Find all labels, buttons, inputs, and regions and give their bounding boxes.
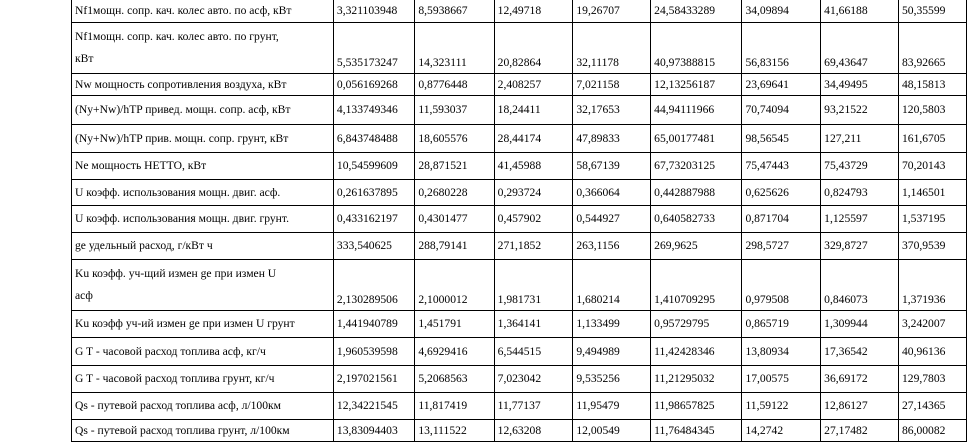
row-label [72, 125, 334, 153]
table-cell: 1,451791 [415, 311, 494, 338]
table-cell: 28,44174 [494, 125, 573, 153]
table-row [72, 420, 967, 442]
table-cell: 2,408257 [494, 74, 573, 96]
table-cell: 1,364141 [494, 311, 573, 338]
row-label-line: Ne мощность НЕТТО, кВт [75, 159, 207, 172]
table-row [72, 206, 967, 233]
row-label [72, 206, 334, 233]
row-label [72, 153, 334, 180]
table-row [72, 74, 967, 96]
table-row [72, 180, 967, 206]
table-row [72, 125, 967, 153]
table-cell: 11,95479 [573, 393, 651, 420]
table-cell: 7,021158 [573, 74, 651, 96]
table-cell: 6,544515 [494, 338, 573, 366]
table-cell: 6,843748488 [333, 125, 414, 153]
row-label-line: Ku коэфф уч-ий измен ge при измен U грунт [75, 317, 295, 330]
row-label-line: асф [75, 289, 93, 302]
row-label-line: G T - часовой расход топлива грунт, кг/ч [75, 372, 275, 385]
table-cell: 34,09894 [742, 0, 821, 23]
table-cell: 9,494989 [573, 338, 651, 366]
table-cell: 0,979508 [742, 260, 821, 311]
table-cell: 28,871521 [415, 153, 494, 180]
table-row [72, 233, 967, 260]
table-cell: 0,056169268 [333, 74, 414, 96]
table-cell: 11,42428346 [651, 338, 742, 366]
table-cell: 1,441940789 [333, 311, 414, 338]
table-cell: 0,544927 [573, 206, 651, 233]
table-cell: 83,92665 [898, 23, 966, 74]
table-body [72, 0, 967, 442]
table-cell: 2,197021561 [333, 366, 414, 393]
table-cell: 0,4301477 [415, 206, 494, 233]
table-cell: 1,125597 [821, 206, 899, 233]
row-label-line: Qs - путевой расход топлива грунт, л/100км [75, 423, 290, 437]
table-cell: 13,111522 [415, 420, 494, 442]
row-label-line: (Ny+Nw)/hTP привед. мощн. сопр. асф, кВт [75, 103, 291, 116]
table-row [72, 153, 967, 180]
row-label-line: Nw мощность сопротивления воздуха, кВт [75, 77, 287, 91]
table-cell: 11,59122 [742, 393, 821, 420]
table-row [72, 366, 967, 393]
table-cell: 0,2680228 [415, 180, 494, 206]
table-cell: 288,79141 [415, 233, 494, 260]
table-row [72, 0, 967, 23]
row-label [72, 23, 334, 74]
table-cell: 0,366064 [573, 180, 651, 206]
row-label-line: U коэфф. использования мощн. двиг. грунт. [75, 212, 289, 225]
table-cell: 18,605576 [415, 125, 494, 153]
row-label [72, 233, 334, 260]
row-label-line: G T - часовой расход топлива асф, кг/ч [75, 344, 266, 358]
table-cell: 40,96136 [898, 338, 966, 366]
table-cell: 17,36542 [821, 338, 899, 366]
row-label [72, 393, 334, 420]
table-cell: 1,981731 [494, 260, 573, 311]
table-cell: 0,865719 [742, 311, 821, 338]
table-cell: 10,54599609 [333, 153, 414, 180]
table-cell: 0,824793 [821, 180, 899, 206]
table-cell: 69,43647 [821, 23, 899, 74]
table-cell: 0,457902 [494, 206, 573, 233]
table-cell: 75,47443 [742, 153, 821, 180]
table-cell: 65,00177481 [651, 125, 742, 153]
row-label [72, 366, 334, 393]
table-cell: 44,94111966 [651, 96, 742, 125]
table-cell: 120,5803 [898, 96, 966, 125]
table-cell: 3,242007 [898, 311, 966, 338]
table-cell: 17,00575 [742, 366, 821, 393]
table-cell: 7,023042 [494, 366, 573, 393]
table-cell: 93,21522 [821, 96, 899, 125]
table-row [72, 338, 967, 366]
table-cell: 70,74094 [742, 96, 821, 125]
table-cell: 3,321103948 [333, 0, 414, 23]
table-cell: 11,817419 [415, 393, 494, 420]
table-cell: 0,640582733 [651, 206, 742, 233]
table-cell: 9,535256 [573, 366, 651, 393]
table-cell: 1,680214 [573, 260, 651, 311]
table-cell: 11,76484345 [651, 420, 742, 442]
table-cell: 11,21295032 [651, 366, 742, 393]
table-cell: 2,130289506 [333, 260, 414, 311]
table-cell: 56,83156 [742, 23, 821, 74]
row-label-line: Ku коэфф. уч-щий измен ge при измен U [75, 267, 277, 280]
table-cell: 1,309944 [821, 311, 899, 338]
row-label [72, 180, 334, 206]
row-label [72, 74, 334, 96]
table-cell: 298,5727 [742, 233, 821, 260]
table-cell: 47,89833 [573, 125, 651, 153]
row-label [72, 420, 334, 442]
table-cell: 0,293724 [494, 180, 573, 206]
table-cell: 12,49718 [494, 0, 573, 23]
table-cell: 0,442887988 [651, 180, 742, 206]
table-cell: 36,69172 [821, 366, 899, 393]
row-label-line: Nf1мощн. сопр. кач. колес авто. по грунт, [75, 30, 279, 43]
table-cell: 0,95729795 [651, 311, 742, 338]
table-cell: 32,17653 [573, 96, 651, 125]
table-cell: 86,00082 [898, 420, 966, 442]
table-cell: 329,8727 [821, 233, 899, 260]
table-cell: 41,45988 [494, 153, 573, 180]
table-cell: 0,871704 [742, 206, 821, 233]
table-cell: 40,97388815 [651, 23, 742, 74]
row-label-line: U коэфф. использования мощн. двиг. асф. [75, 185, 281, 199]
table-cell: 48,15813 [898, 74, 966, 96]
table-row [72, 260, 967, 311]
table-cell: 1,960539598 [333, 338, 414, 366]
table-cell: 11,77137 [494, 393, 573, 420]
table-cell: 263,1156 [573, 233, 651, 260]
table-cell: 161,6705 [898, 125, 966, 153]
table-cell: 23,69641 [742, 74, 821, 96]
table-cell: 129,7803 [898, 366, 966, 393]
table-cell: 0,8776448 [415, 74, 494, 96]
table-cell: 41,66188 [821, 0, 899, 23]
table-cell: 34,49495 [821, 74, 899, 96]
table-cell: 1,133499 [573, 311, 651, 338]
row-label [72, 260, 334, 311]
table-cell: 1,146501 [898, 180, 966, 206]
table-cell: 24,58433289 [651, 0, 742, 23]
table-cell: 2,1000012 [415, 260, 494, 311]
table-cell: 75,43729 [821, 153, 899, 180]
table-cell: 27,17482 [821, 420, 899, 442]
data-table [71, 0, 967, 442]
table-cell: 67,73203125 [651, 153, 742, 180]
table-cell: 11,98657825 [651, 393, 742, 420]
table-row [72, 311, 967, 338]
table-cell: 1,410709295 [651, 260, 742, 311]
table-row [72, 393, 967, 420]
table-cell: 1,371936 [898, 260, 966, 311]
table-cell: 271,1852 [494, 233, 573, 260]
table-cell: 50,35599 [898, 0, 966, 23]
row-label-line: (Ny+Nw)/hTP прив. мощн. сопр. грунт, кВт [75, 131, 289, 145]
row-label-line: кВт [75, 52, 94, 65]
table-cell: 12,63208 [494, 420, 573, 442]
table-cell: 12,13256187 [651, 74, 742, 96]
row-label [72, 311, 334, 338]
table-cell: 12,00549 [573, 420, 651, 442]
table-row [72, 96, 967, 125]
table-cell: 32,11178 [573, 23, 651, 74]
table-cell: 70,20143 [898, 153, 966, 180]
table-cell: 98,56545 [742, 125, 821, 153]
table-cell: 5,535173247 [333, 23, 414, 74]
table-cell: 13,80934 [742, 338, 821, 366]
table-cell: 127,211 [821, 125, 899, 153]
table-cell: 11,593037 [415, 96, 494, 125]
table-cell: 18,24411 [494, 96, 573, 125]
table-cell: 269,9625 [651, 233, 742, 260]
row-label-line: Qs - путевой расход топлива асф, л/100км [75, 399, 281, 412]
table-cell: 20,82864 [494, 23, 573, 74]
table-cell: 0,846073 [821, 260, 899, 311]
table-row [72, 23, 967, 74]
table-cell: 27,14365 [898, 393, 966, 420]
row-label [72, 0, 334, 23]
table-cell: 58,67139 [573, 153, 651, 180]
table-cell: 370,9539 [898, 233, 966, 260]
table-cell: 1,537195 [898, 206, 966, 233]
table-cell: 333,540625 [333, 233, 414, 260]
table-cell: 4,6929416 [415, 338, 494, 366]
table-cell: 14,2742 [742, 420, 821, 442]
row-label-line: ge удельный расход, г/кВт ч [75, 239, 213, 252]
table-cell: 12,34221545 [333, 393, 414, 420]
table-cell: 13,83094403 [333, 420, 414, 442]
table-cell: 5,2068563 [415, 366, 494, 393]
table-cell: 4,133749346 [333, 96, 414, 125]
table-cell: 19,26707 [573, 0, 651, 23]
row-label-line: Nf1мощн. сопр. кач. колес авто. по асф, кВт [75, 4, 292, 17]
table-cell: 14,323111 [415, 23, 494, 74]
table-cell: 0,261637895 [333, 180, 414, 206]
table-cell: 0,433162197 [333, 206, 414, 233]
table-cell: 8,5938667 [415, 0, 494, 23]
row-label [72, 338, 334, 366]
row-label [72, 96, 334, 125]
table-cell: 12,86127 [821, 393, 899, 420]
table-cell: 0,625626 [742, 180, 821, 206]
